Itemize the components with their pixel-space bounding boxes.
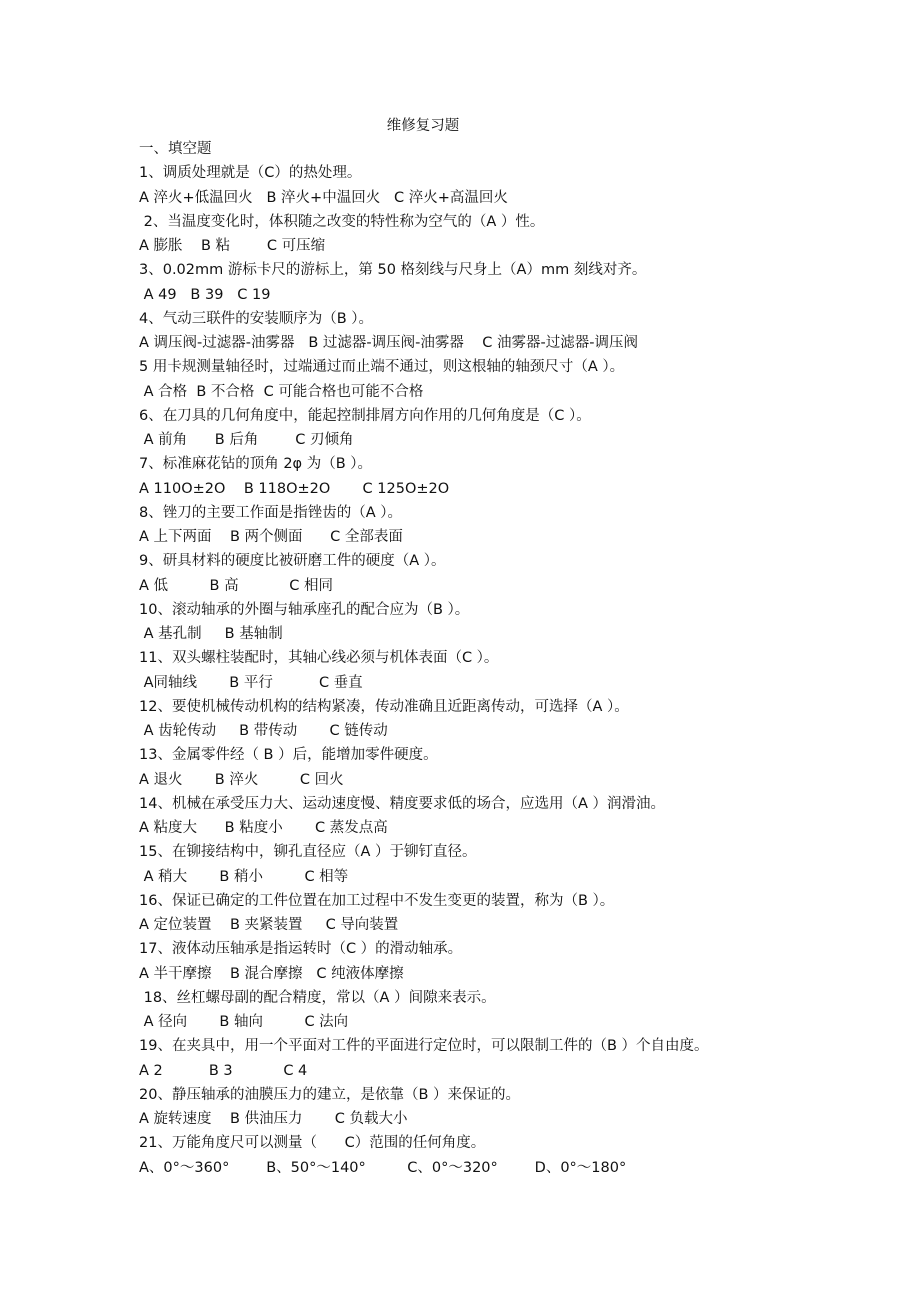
question-15: 15、在铆接结构中，铆孔直径应（A ）于铆钉直径。 [139, 844, 477, 861]
document-body [139, 137, 909, 1180]
options-20: A 旋转速度 B 供油压力 C 负载大小 [139, 1111, 408, 1127]
options-3: A 49 B 39 C 19 [139, 286, 271, 303]
options-10: A 基孔制 B 基轴制 [139, 626, 283, 642]
question-4: 4、气动三联件的安装顺序为（B ）。 [139, 310, 374, 327]
options-16: A 定位装置 B 夹紧装置 C 导向装置 [139, 917, 399, 933]
options-18: A 径向 B 轴向 C 法向 [139, 1014, 349, 1030]
options-6: A 前角 B 后角 C 刃倾角 [139, 432, 354, 448]
options-12: A 齿轮传动 B 带传动 C 链传动 [139, 723, 388, 739]
options-19: A 2 B 3 C 4 [139, 1062, 308, 1079]
section-heading: 一、填空题 [139, 141, 212, 157]
question-2: 2、当温度变化时，体积随之改变的特性称为空气的（A ）性。 [139, 213, 545, 230]
question-10: 10、滚动轴承的外圈与轴承座孔的配合应为（B ）。 [139, 601, 470, 618]
question-5: 5 用卡规测量轴径时，过端通过而止端不通过，则这根轴的轴颈尺寸（A ）。 [139, 359, 625, 376]
question-8: 8、锉刀的主要工作面是指锉齿的（A ）。 [139, 504, 403, 521]
question-11: 11、双头螺柱装配时，其轴心线必须与机体表面（C ）。 [139, 650, 499, 667]
question-17: 17、液体动压轴承是指运转时（C ）的滑动轴承。 [139, 941, 463, 958]
question-9: 9、研具材料的硬度比被研磨工件的硬度（A ）。 [139, 553, 446, 570]
options-4: A 调压阀-过滤器-油雾器 B 过滤器-调压阀-油雾器 C 油雾器-过滤器-调压阀 [139, 335, 638, 351]
options-9: A 低 B 高 C 相同 [139, 577, 334, 594]
options-14: A 粘度大 B 粘度小 C 蒸发点高 [139, 820, 388, 836]
options-11: A同轴线 B 平行 C 垂直 [139, 674, 363, 691]
question-16: 16、保证已确定的工件位置在加工过程中不发生变更的装置，称为（B ）。 [139, 892, 615, 909]
question-7: 7、标准麻花钻的顶角 2φ 为（B ）。 [139, 456, 373, 473]
question-14: 14、机械在承受压力大、运动速度慢、精度要求低的场合，应选用（A ）润滑油。 [139, 795, 665, 812]
options-17: A 半干摩擦 B 混合摩擦 C 纯液体摩擦 [139, 965, 404, 982]
question-1: 1、调质处理就是（C）的热处理。 [139, 165, 362, 182]
options-15: A 稍大 B 稍小 C 相等 [139, 868, 349, 885]
options-2: A 膨胀 B 粘 C 可压缩 [139, 238, 326, 254]
question-12: 12、要使机械传动机构的结构紧凑，传动准确且近距离传动，可选择（A ）。 [139, 698, 629, 715]
options-8: A 上下两面 B 两个侧面 C 全部表面 [139, 529, 403, 545]
document-title: 维修复习题 [386, 118, 460, 134]
question-20: 20、静压轴承的油膜压力的建立，是依靠（B ）来保证的。 [139, 1086, 521, 1103]
question-18: 18、丝杠螺母副的配合精度，常以（A ）间隙来表示。 [139, 989, 496, 1006]
question-21: 21、万能角度尺可以测量（ C）范围的任何角度。 [139, 1135, 486, 1152]
question-3: 3、0.02mm 游标卡尺的游标上，第 50 格刻线与尺身上（A）mm 刻线对齐。 [139, 262, 647, 279]
question-6: 6、在刀具的几何角度中，能起控制排屑方向作用的几何角度是（C ）。 [139, 407, 591, 424]
options-21: A、0°～360° B、50°～140° C、0°～320° D、0°～180° [139, 1159, 627, 1176]
question-13: 13、金属零件经（ B ）后，能增加零件硬度。 [139, 747, 438, 764]
options-5: A 合格 B 不合格 C 可能合格也可能不合格 [139, 383, 424, 400]
options-7: A 110O±2O B 118O±2O C 125O±2O [139, 480, 450, 497]
options-13: A 退火 B 淬火 C 回火 [139, 771, 344, 788]
options-1: A 淬火+低温回火 B 淬火+中温回火 C 淬火+高温回火 [139, 189, 508, 206]
question-19: 19、在夹具中，用一个平面对工件的平面进行定位时，可以限制工件的（B ）个自由度。 [139, 1038, 709, 1055]
